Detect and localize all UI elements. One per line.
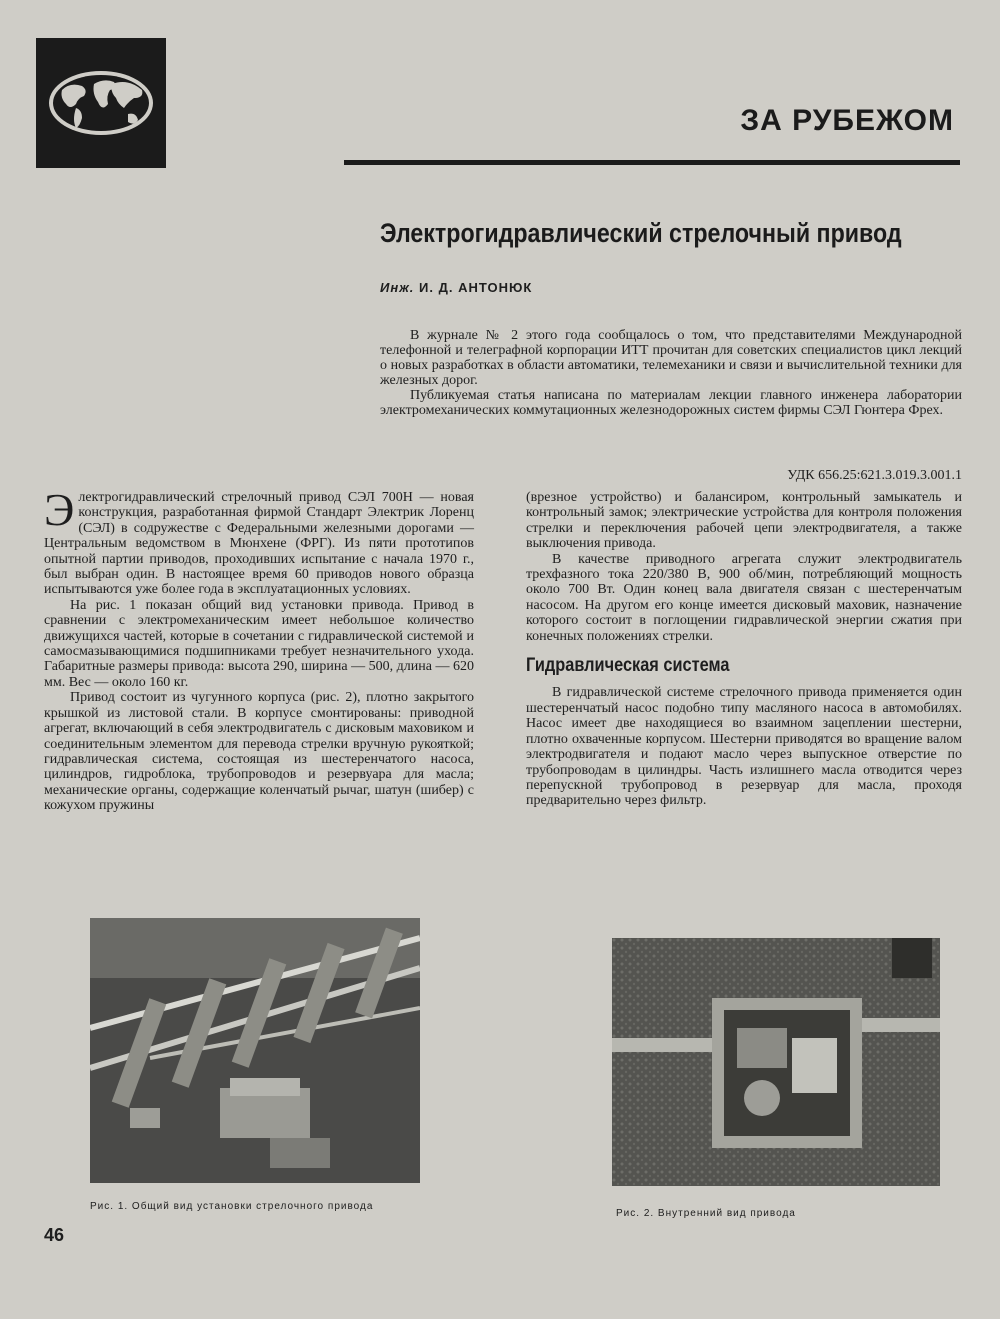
author-line xyxy=(380,280,532,295)
article-intro xyxy=(380,328,962,418)
author-rank: Инж. xyxy=(380,280,415,295)
body-paragraph: На рис. 1 показан общий вид установки привода. Привод в сравнении с электромеханическим имеет небольшое количество движущихся частей, которые в сочетании с гидравлической системой и самосмазывающимися подшипниками требует незначительного ухода. Габаритные размеры привода: высота 290, ширина — 500, длина — 620 мм. Вес — около 160 кг. xyxy=(44,597,474,690)
intro-paragraph: В журнале № 2 этого года сообщалось о том, что представителями Международной телефонной и телеграфной корпорации ИТТ прочитан для советских специалистов цикл лекций о новых разработках в области автоматики, телемеханики и связи и вычислительной техники для железных дорог. xyxy=(380,328,962,388)
page-number: 46 xyxy=(44,1225,65,1245)
author-name: И. Д. АНТОНЮК xyxy=(419,280,533,295)
intro-paragraph: Публикуемая статья написана по материалам лекции главного инженера лаборатории электромеханических коммутационных железнодорожных систем фирмы СЭЛ Гюнтера Фрех. xyxy=(380,388,962,418)
section-logo xyxy=(36,38,166,168)
header-rule xyxy=(344,160,960,165)
section-title: ЗА РУБЕЖОМ xyxy=(740,104,954,137)
body-column-right xyxy=(526,490,962,809)
subheading: Гидравлическая система xyxy=(526,655,730,677)
paragraph-text: лектрогидравлический стрелочный привод СЭЛ 700Н — новая конструкция, разработанная фирмой Стандарт Электрик Лоренц (СЭЛ) в содружестве с Федеральными железными дорогами — Центральным ведомством в Мюнхене (ФРГ). Из пяти прототипов опытной партии приводов, проходивших испытание с начала 1970 г., был выбран один. В настоящее время 60 приводов нового образца испытываются уже более года в эксплуатационных условиях. xyxy=(44,490,474,598)
railway-switch-image xyxy=(90,918,420,1183)
body-paragraph: В качестве приводного агрегата служит электродвигатель трехфазного тока 220/380 В, 900 об/мин, потребляющий мощность около 700 Вт. Один конец вала двигателя связан с шестеренчатым насосом. На другом его конце имеется дисковый маховик, назначение которого состоит в поглощении гидравлической энергии сжатия при конечных положениях стрелки. xyxy=(526,551,962,644)
globe-icon xyxy=(36,38,166,168)
figure-1-photo xyxy=(90,918,420,1183)
body-column-left xyxy=(44,484,474,814)
article-title: Электрогидравлический стрелочный привод xyxy=(380,218,902,248)
figure-1-caption: Рис. 1. Общий вид установки стрелочного привода xyxy=(90,1201,374,1212)
body-paragraph: (врезное устройство) и балансиром, контрольный замыкатель и контрольный замок; электрические устройства для контроля положения стрелки и переключения рабочей цепи электродвигателя, а также выключения привода. xyxy=(526,490,962,552)
figure-2-caption: Рис. 2. Внутренний вид привода xyxy=(616,1208,796,1219)
udk-code: УДК 656.25:621.3.019.3.001.1 xyxy=(787,468,962,483)
body-paragraph: В гидравлической системе стрелочного привода применяется один шестеренчатый насос подобно типу масляного насоса в автомобилях. Насос имеет две находящиеся во взаимном зацеплении шестерни, плотно охваченные корпусом. Шестерни приводятся во вращение валом электродвигателя и подают масло через выпускное отверстие по трубопроводам в цилиндры. Часть излишнего масла отводится через перепускной трубопровод в резервуар для масла, проходя предварительно через фильтр. xyxy=(526,685,962,809)
figure-2-photo xyxy=(612,938,940,1186)
switch-machine-interior-image xyxy=(612,938,940,1186)
body-paragraph: Привод состоит из чугунного корпуса (рис. 2), плотно закрытого крышкой из листовой стали. В корпусе смонтированы: приводной агрегат, включающий в себя электродвигатель с дисковым маховиком и соединительным элементом для перевода стрелки вручную рукояткой; гидравлическая система, состоящая из шестеренчатого насоса, цилиндров, гидроблока, трубопроводов и резервуара для масла; механические органы, содержащие коленчатый рычаг, шатун (шибер) с кожухом пружины xyxy=(44,690,474,814)
body-paragraph xyxy=(44,484,474,598)
dropcap: Э xyxy=(44,484,75,535)
